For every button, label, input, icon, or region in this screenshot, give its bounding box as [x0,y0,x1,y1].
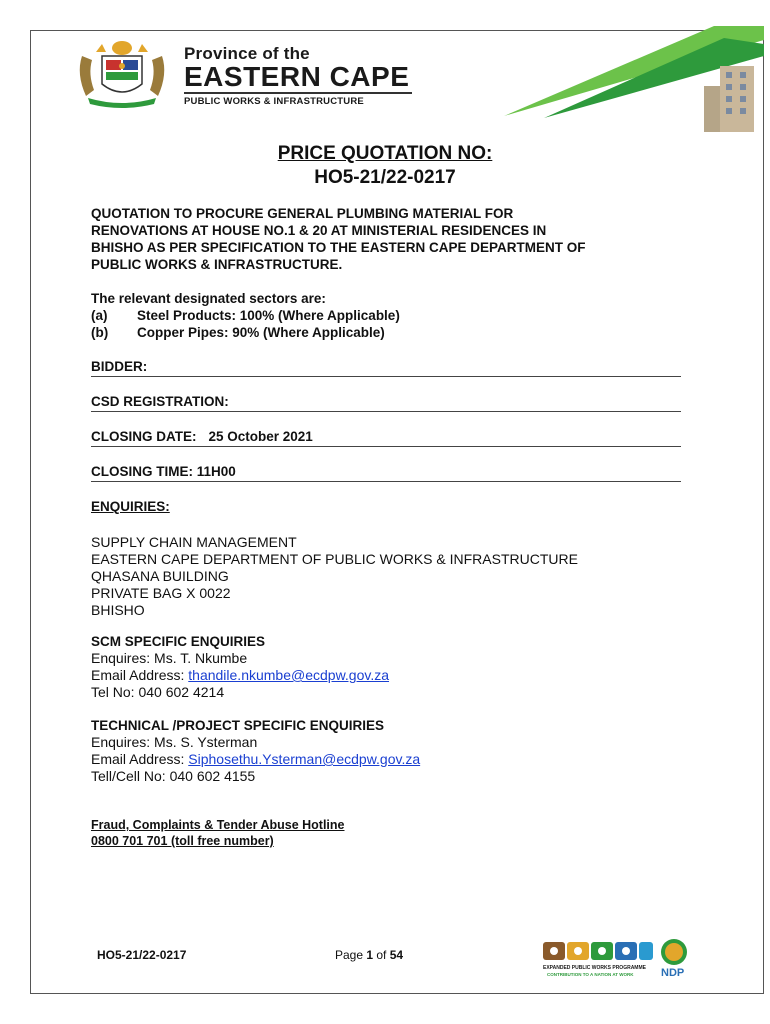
fraud-hotline [91,817,345,849]
ndp-label: NDP [661,967,685,979]
footer-reference: HO5-21/22-0217 [97,948,187,962]
province-logo [66,38,426,108]
scm-heading: SCM SPECIFIC ENQUIRIES [91,634,266,649]
technical-contact: Enquires: Ms. S. Ysterman [91,734,258,750]
page-total: 54 [389,948,404,962]
sector-text: Steel Products: 100% (Where Applicable) [137,308,400,323]
sector-item [91,307,681,324]
bidder-label: BIDDER: [91,359,148,374]
page-title: PRICE QUOTATION NO: [277,143,493,164]
technical-tel: Tell/Cell No: 040 602 4155 [91,768,256,784]
page-mid: of [373,948,390,962]
logo-divider [184,92,412,94]
page-current: 1 [366,948,374,962]
technical-heading: TECHNICAL /PROJECT SPECIFIC ENQUIRIES [91,718,385,733]
address-line: QHASANA BUILDING [91,568,229,584]
page-number [335,948,403,962]
description-line: QUOTATION TO PROCURE GENERAL PLUMBING MATERIAL FOR [91,206,514,221]
address-line: SUPPLY CHAIN MANAGEMENT [91,534,297,550]
enquiries-heading: ENQUIRIES: [91,499,170,514]
scm-email-label: Email Address: [91,667,189,683]
sector-text: Copper Pipes: 90% (Where Applicable) [137,325,385,340]
designated-sectors [91,290,681,341]
address-line: EASTERN CAPE DEPARTMENT OF PUBLIC WORKS & INFRASTRUCTURE [91,551,578,567]
description-line: PUBLIC WORKS & INFRASTRUCTURE. [91,257,343,272]
bidder-field[interactable] [91,359,681,377]
sector-letter: (a) [91,308,108,323]
closing-date-label: CLOSING DATE: [91,429,197,444]
coat-of-arms-icon [66,38,178,108]
page-prefix: Page [335,948,367,962]
scm-email-link[interactable]: thandile.nkumbe@ecdpw.gov.za [188,667,390,683]
technical-email-row [91,751,420,768]
epwp-line-1: EXPANDED PUBLIC WORKS PROGRAMME [543,965,646,971]
department-name: PUBLIC WORKS & INFRASTRUCTURE [184,96,364,107]
sectors-intro: The relevant designated sectors are: [91,291,326,306]
description-line: BHISHO AS PER SPECIFICATION TO THE EASTERN CAPE DEPARTMENT OF [91,240,586,255]
province-line-1: Province of the [184,44,310,63]
scm-tel: Tel No: 040 602 4214 [91,684,225,700]
fraud-hotline-title: Fraud, Complaints & Tender Abuse Hotline [91,818,345,832]
closing-date-value: 25 October 2021 [208,429,313,444]
scm-email-row [91,667,389,684]
technical-email-label: Email Address: [91,751,189,767]
closing-time-label: CLOSING TIME: 11H00 [91,464,236,479]
quotation-number: HO5-21/22-0217 [314,167,456,188]
csd-registration-field[interactable] [91,394,681,412]
fraud-hotline-number: 0800 701 701 (toll free number) [91,834,274,848]
sector-letter: (b) [91,325,109,340]
closing-date-field [91,429,681,447]
scm-contact: Enquires: Ms. T. Nkumbe [91,650,248,666]
address-line: BHISHO [91,602,145,618]
description-line: RENOVATIONS AT HOUSE NO.1 & 20 AT MINISTERIAL RESIDENCES IN [91,223,547,238]
epwp-line-2: CONTRIBUTION TO A NATION AT WORK [547,972,634,977]
sector-item [91,324,681,341]
scm-enquiries [91,633,389,701]
technical-email-link[interactable]: Siphosethu.Ysterman@ecdpw.gov.za [188,751,421,767]
building-banner-icon [504,26,764,136]
csd-label: CSD REGISTRATION: [91,394,229,409]
technical-enquiries [91,717,420,785]
enquiries-address [91,534,578,619]
epwp-ndp-logo [543,938,693,980]
province-name: EASTERN CAPE [184,61,410,92]
closing-time-field [91,464,681,482]
quotation-description [91,205,681,273]
address-line: PRIVATE BAG X 0022 [91,585,231,601]
